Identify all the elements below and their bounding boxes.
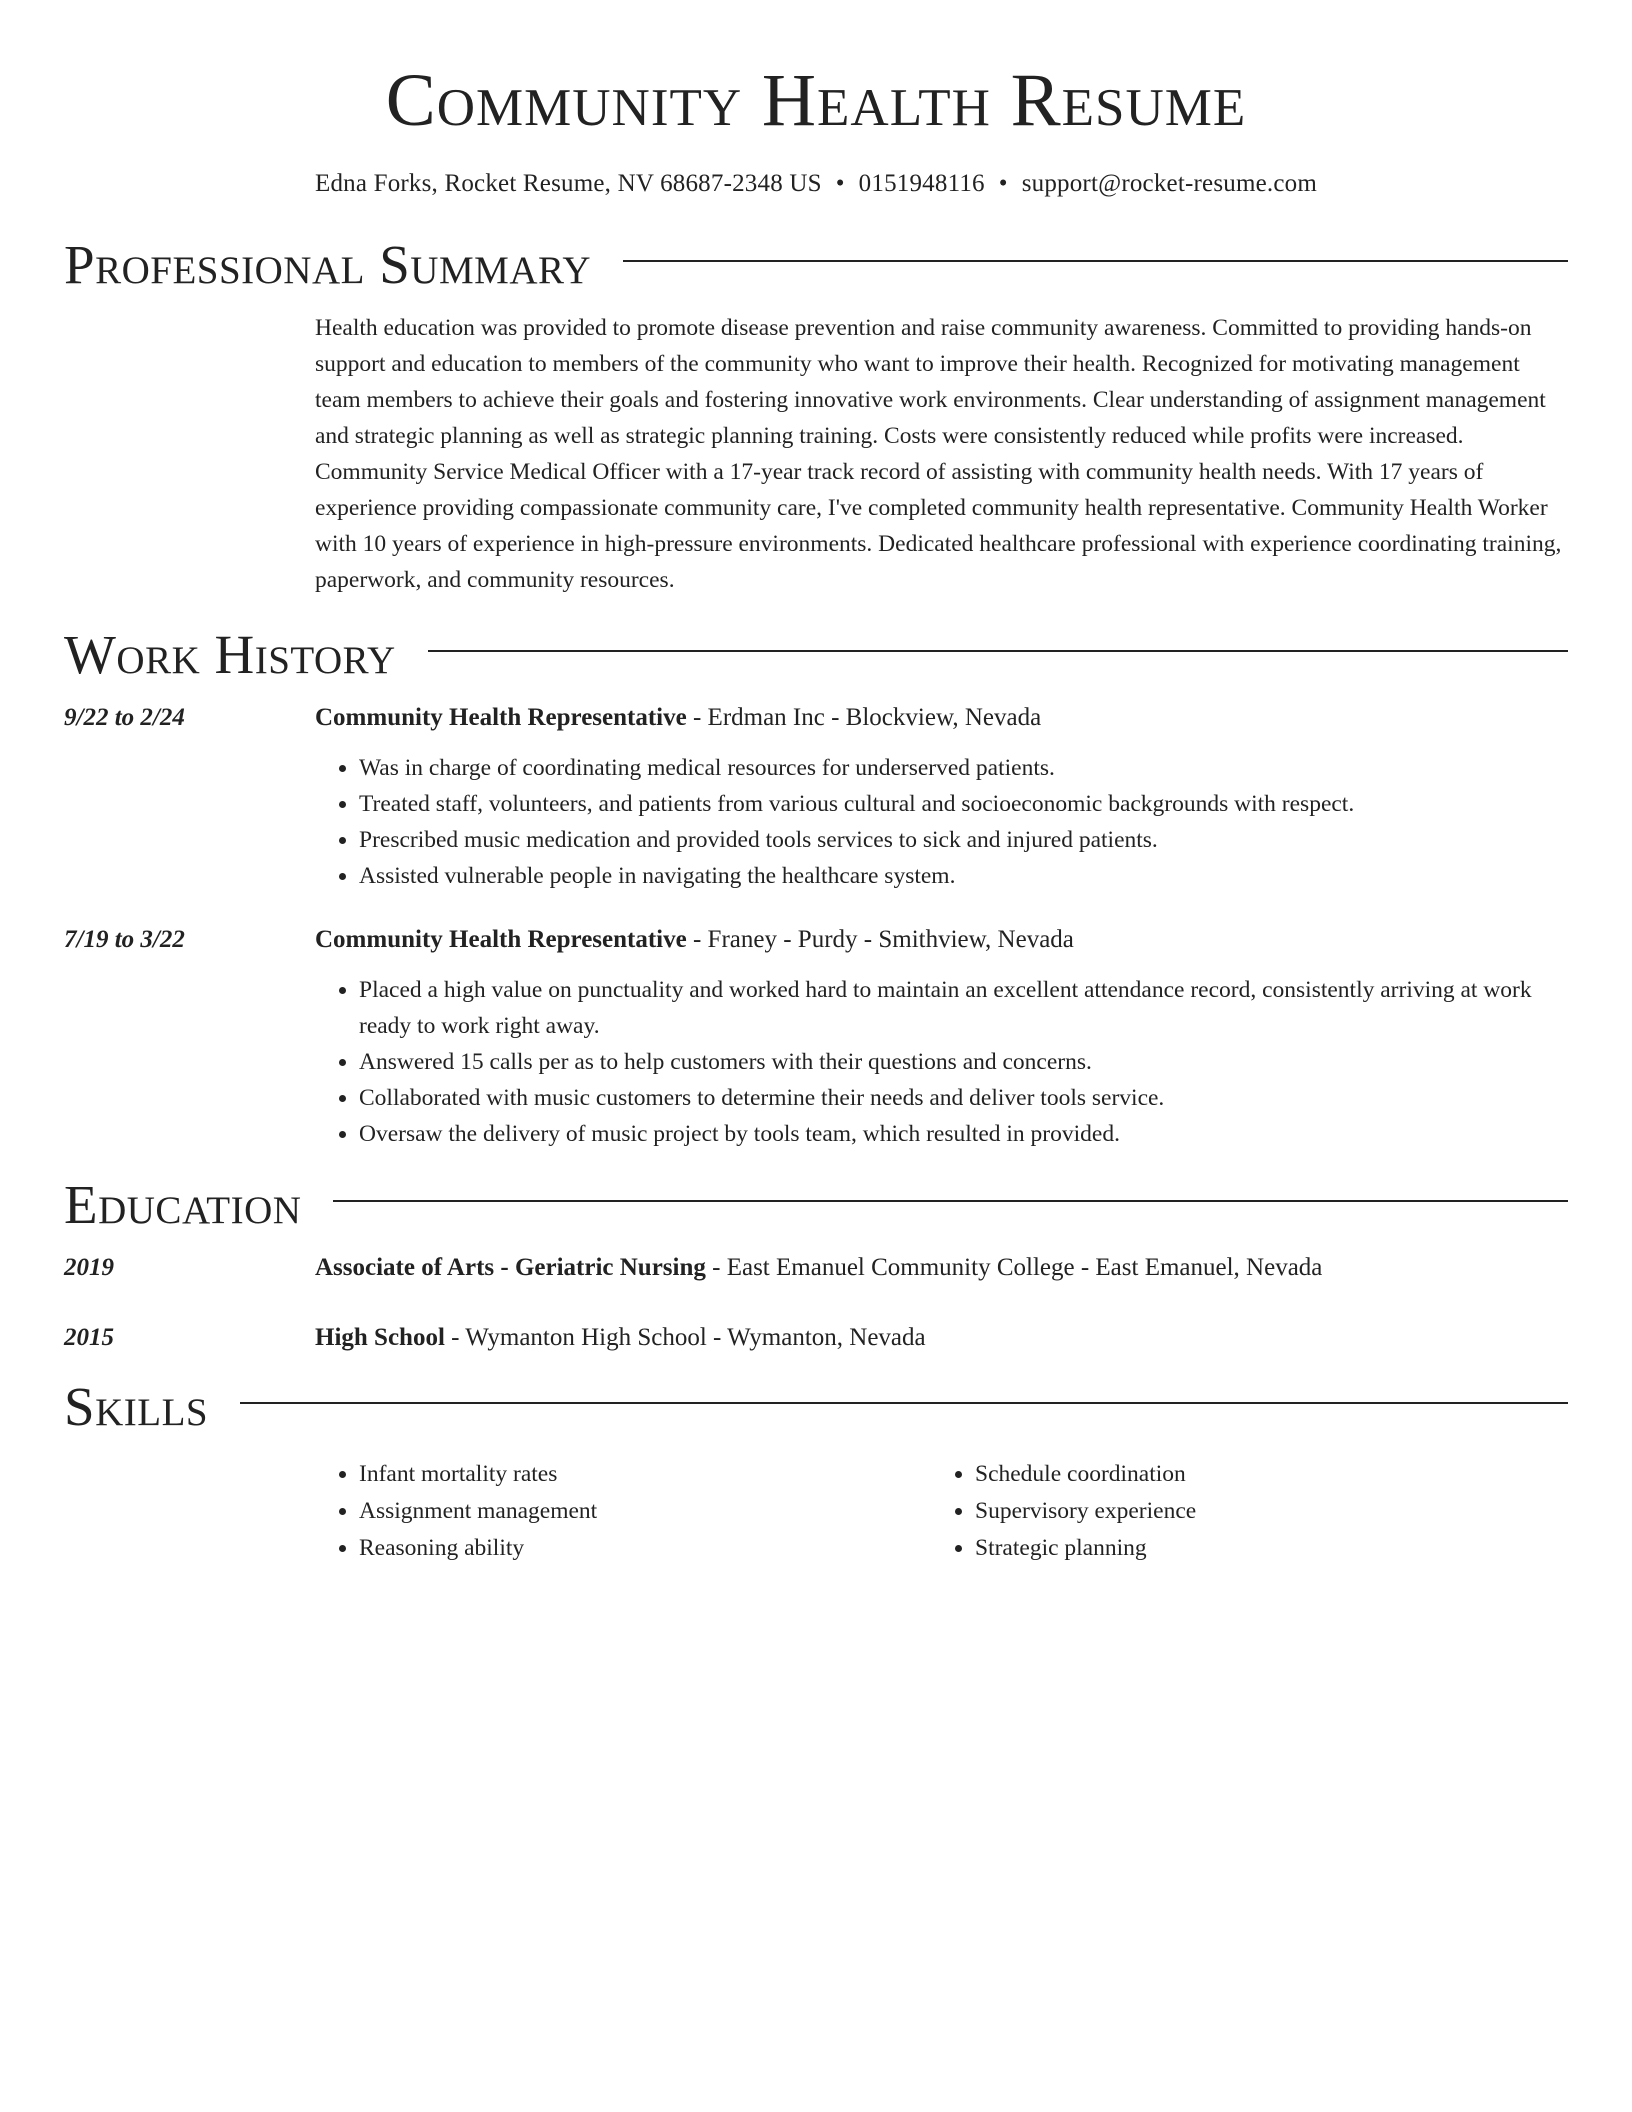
- work-section-header: [64, 622, 1568, 688]
- contact-phone: 0151948116: [858, 169, 985, 197]
- education-heading: [315, 1254, 1568, 1282]
- job-heading: [315, 926, 1568, 954]
- separator-dot: •: [998, 169, 1008, 197]
- education-heading: [315, 1324, 1568, 1352]
- summary-section-header: [64, 232, 1568, 298]
- job-entry: [64, 926, 1568, 1152]
- list-item: • Assisted vulnerable people in navigating the healthcare system.: [359, 858, 1568, 894]
- education-year: 2019: [64, 1253, 114, 1281]
- contact-address: Edna Forks, Rocket Resume, NV 68687-2348 US: [314, 169, 822, 197]
- job-dates: 9/22 to 2/24: [64, 703, 185, 731]
- list-item: • Was in charge of coordinating medical resources for underserved patients.: [359, 750, 1568, 786]
- section-divider: [428, 650, 1568, 652]
- job-bullets: [315, 750, 1568, 894]
- skills-column-right: [931, 1456, 1547, 1567]
- job-bullets: [315, 972, 1568, 1152]
- resume-page: [64, 0, 1568, 1567]
- list-item: • Treated staff, volunteers, and patients from various cultural and socioeconomic backgrounds with respect.: [359, 786, 1568, 822]
- job-details: - Erdman Inc - Blockview, Nevada: [686, 703, 1042, 731]
- skills-column-left: [315, 1456, 931, 1567]
- summary-text: Health education was provided to promote disease prevention and raise community awareness. Committed to providing hands-on support and education to members of the community who want to improve their health. Recognized for motivating management team members to achieve their goals and fostering innovative work environments. Clear understanding of assignment management and strategic planning as well as strategic planning training. Costs were consistently reduced while profits were increased. Community Service Medical Officer with a 17-year track record of assisting with community health needs. With 17 years of experience providing compassionate community care, I've completed community health representative. Community Health Worker with 10 years of experience in high-pressure environments. Dedicated healthcare professional with experience coordinating training, paperwork, and community resources.: [315, 314, 1562, 593]
- education-entry: [64, 1254, 1568, 1282]
- job-heading: [315, 704, 1568, 732]
- section-title-summary: Professional Summary: [64, 233, 592, 295]
- section-title-work: Work History: [64, 623, 396, 685]
- skill-item: • Reasoning ability: [359, 1530, 931, 1567]
- summary-body: [315, 310, 1568, 598]
- contact-line: [64, 171, 1568, 196]
- job-role: Community Health Representative: [315, 703, 687, 731]
- job-dates: 7/19 to 3/22: [64, 925, 185, 953]
- separator-dot: •: [835, 169, 845, 197]
- list-item: • Collaborated with music customers to determine their needs and deliver tools service.: [359, 1080, 1568, 1116]
- skill-item: • Assignment management: [359, 1493, 931, 1530]
- job-details: - Franey - Purdy - Smithview, Nevada: [686, 925, 1074, 953]
- list-item: • Prescribed music medication and provided tools services to sick and injured patients.: [359, 822, 1568, 858]
- list-item: • Oversaw the delivery of music project by tools team, which resulted in provided.: [359, 1116, 1568, 1152]
- section-divider: [333, 1200, 1568, 1202]
- skills-list: [315, 1456, 1568, 1567]
- section-title-education: Education: [64, 1173, 302, 1235]
- skill-item: • Strategic planning: [975, 1530, 1547, 1567]
- education-degree: High School: [315, 1323, 445, 1351]
- education-details: - East Emanuel Community College - East Emanuel, Nevada: [705, 1253, 1323, 1281]
- section-divider: [240, 1402, 1568, 1404]
- skill-item: • Infant mortality rates: [359, 1456, 931, 1493]
- job-entry: [64, 704, 1568, 894]
- education-details: - Wymanton High School - Wymanton, Nevada: [444, 1323, 926, 1351]
- section-title-skills: Skills: [64, 1375, 209, 1437]
- skill-item: • Schedule coordination: [975, 1456, 1547, 1493]
- resume-title: Community Health Resume: [385, 59, 1247, 142]
- skill-item: • Supervisory experience: [975, 1493, 1547, 1530]
- section-divider: [623, 260, 1568, 262]
- skills-section-header: [64, 1374, 1568, 1440]
- job-role: Community Health Representative: [315, 925, 687, 953]
- education-section-header: [64, 1172, 1568, 1238]
- contact-email: support@rocket-resume.com: [1021, 169, 1317, 197]
- education-entry: [64, 1324, 1568, 1352]
- list-item: • Placed a high value on punctuality and worked hard to maintain an excellent attendance record, consistently arriving at work ready to work right away.: [359, 972, 1568, 1044]
- education-year: 2015: [64, 1323, 114, 1351]
- education-degree: Associate of Arts - Geriatric Nursing: [315, 1253, 706, 1281]
- list-item: • Answered 15 calls per as to help customers with their questions and concerns.: [359, 1044, 1568, 1080]
